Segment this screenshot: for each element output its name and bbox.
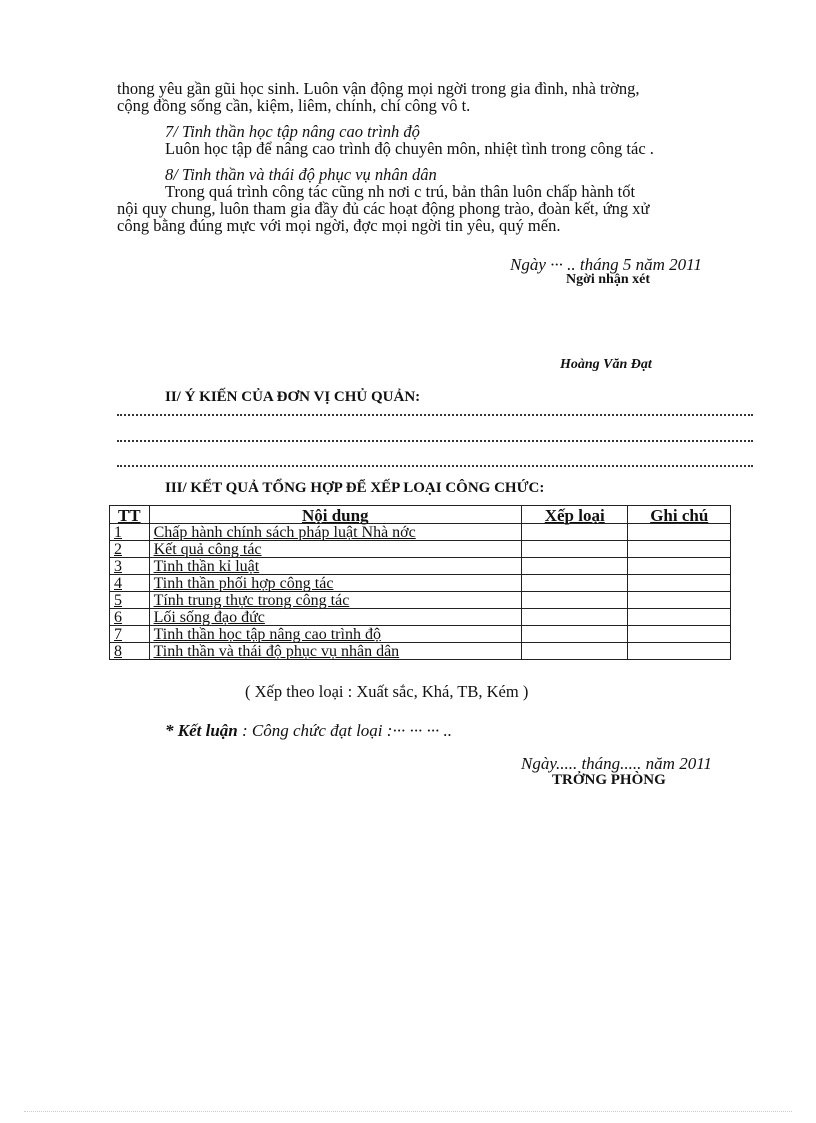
row-rank: [521, 558, 628, 575]
table-row: [110, 643, 731, 660]
intro-line-1: thong yêu gần gũi học sinh. Luôn vận động mọi ngời trong gia đình, nhà trờng,: [117, 79, 640, 98]
header-tt: TT: [110, 506, 150, 524]
row-content: Tính trung thực trong công tác: [149, 592, 521, 609]
section-8-body-line-3: công bằng đúng mực với mọi ngời, đợc mọi ngời tin yêu, quý mến.: [117, 216, 561, 235]
head-signature-date: Ngày..... tháng..... năm 2011: [521, 754, 712, 773]
row-note: [628, 524, 731, 541]
table-header-row: [110, 506, 731, 524]
row-rank: [521, 592, 628, 609]
ranking-note: ( Xếp theo loại : Xuất sắc, Khá, TB, Kém ): [245, 682, 529, 701]
row-note: [628, 609, 731, 626]
table-row: [110, 558, 731, 575]
header-rank: Xếp loại: [521, 506, 628, 524]
row-content: Tinh thần phối hợp công tác: [149, 575, 521, 592]
table-row: [110, 541, 731, 558]
row-rank: [521, 626, 628, 643]
table-row: [110, 609, 731, 626]
row-number: 6: [110, 609, 150, 626]
table-row: [110, 524, 731, 541]
section-7-body: Luôn học tập để nâng cao trình độ chuyên môn, nhiệt tình trong công tác .: [165, 139, 654, 158]
row-number: 1: [110, 524, 150, 541]
intro-line-2: cộng đồng sống cần, kiệm, liêm, chính, chí công vô t.: [117, 96, 471, 115]
dotted-line-3: [117, 465, 753, 467]
row-rank: [521, 541, 628, 558]
section-8-body-line-1: Trong quá trình công tác cũng nh nơi c trú, bản thân luôn chấp hành tốt: [165, 182, 636, 201]
conclusion-text: : Công chức đạt loại :··· ··· ··· ..: [237, 721, 452, 740]
head-signature-role: TRỞNG PHÒNG: [552, 772, 666, 788]
row-number: 7: [110, 626, 150, 643]
row-number: 2: [110, 541, 150, 558]
dotted-line-1: [117, 414, 753, 416]
table-row: [110, 592, 731, 609]
table-row: [110, 626, 731, 643]
row-content: Lối sống đạo đức: [149, 609, 521, 626]
row-rank: [521, 643, 628, 660]
row-number: 8: [110, 643, 150, 660]
signature-role: Ngời nhận xét: [566, 272, 650, 287]
row-note: [628, 558, 731, 575]
section-8-body-line-2: nội quy chung, luôn tham gia đầy đủ các hoạt động phong trào, đoàn kết, ứng xử: [117, 199, 650, 218]
dotted-line-2: [117, 440, 753, 442]
row-content: Chấp hành chính sách pháp luật Nhà nớc: [149, 524, 521, 541]
row-number: 4: [110, 575, 150, 592]
row-number: 3: [110, 558, 150, 575]
row-content: Tinh thần kỉ luật: [149, 558, 521, 575]
row-rank: [521, 575, 628, 592]
row-note: [628, 626, 731, 643]
conclusion-label: * Kết luận: [165, 721, 238, 740]
conclusion-line: [165, 722, 452, 739]
row-content: Tinh thần và thái độ phục vụ nhân dân: [149, 643, 521, 660]
signature-name: Hoàng Văn Đạt: [560, 357, 652, 372]
row-note: [628, 575, 731, 592]
row-rank: [521, 524, 628, 541]
header-note: Ghi chú: [628, 506, 731, 524]
section-3-heading: III/ KẾT QUẢ TỔNG HỢP ĐỂ XẾP LOẠI CÔNG CHỨC:: [165, 480, 545, 496]
row-rank: [521, 609, 628, 626]
row-number: 5: [110, 592, 150, 609]
header-content: Nội dung: [149, 506, 521, 524]
section-8-heading: 8/ Tinh thần và thái độ phục vụ nhân dân: [165, 165, 437, 184]
row-note: [628, 592, 731, 609]
row-content: Kết quả công tác: [149, 541, 521, 558]
section-7-heading: 7/ Tinh thần học tập nâng cao trình độ: [165, 122, 420, 141]
row-content: Tinh thần học tập nâng cao trình độ: [149, 626, 521, 643]
page-bottom-divider: [24, 1111, 792, 1112]
evaluation-table: [109, 505, 731, 660]
signature-date: Ngày ··· .. tháng 5 năm 2011: [510, 255, 702, 274]
table-row: [110, 575, 731, 592]
section-2-heading: II/ Ý KIẾN CỦA ĐƠN VỊ CHỦ QUẢN:: [165, 389, 421, 405]
row-note: [628, 643, 731, 660]
row-note: [628, 541, 731, 558]
